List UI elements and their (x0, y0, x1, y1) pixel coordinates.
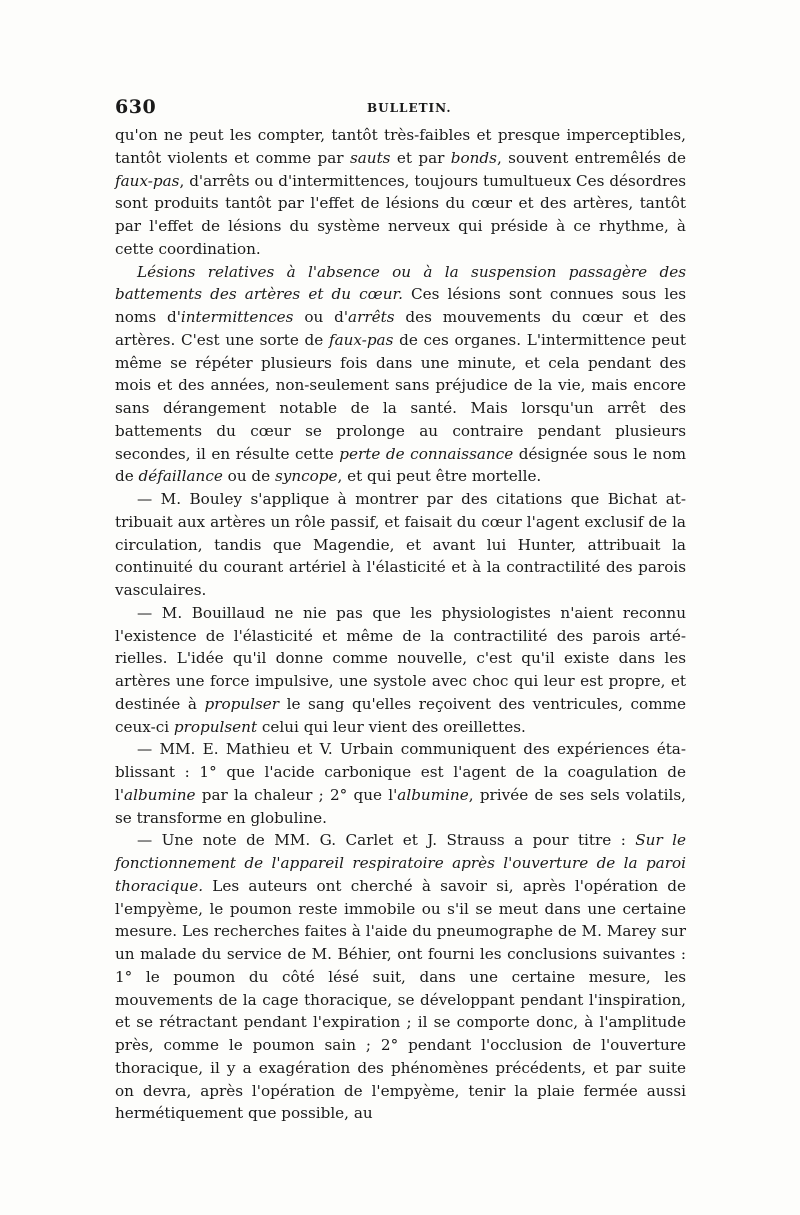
paragraph (115, 602, 686, 739)
text-run: — M. Bouillaud ne nie pas que les physiologistes n'aient reconnu l'existence de l'élasticité et même de la contractilité des parois artérielles. L'idée qu'il donne comme nouvelle, c'est qu'il existe dans les artères une force impulsive, une systole avec choc qui leur est propre, et destinée à (115, 603, 686, 713)
text-run: par la chaleur ; 2° que l' (195, 785, 398, 804)
text-run: celui qui leur vient des oreillettes. (257, 717, 526, 736)
body-text (115, 124, 686, 1125)
italic-text: faux-pas (328, 330, 394, 349)
text-run: Ces lésions sont connues sous les noms d' (115, 285, 686, 326)
italic-text: intermittences (180, 308, 294, 326)
italic-text: propulsent (173, 717, 258, 736)
text-run: qu'on ne peut les compter, tantôt très-faibles et presque imperceptibles, tantôt violents et comme par (115, 126, 686, 167)
paragraph (115, 261, 686, 489)
italic-text: arrêts (348, 308, 395, 326)
italic-text: Sur le fonctionnement de l'appareil respiratoire après l'ouverture de la paroi thoracique. (115, 831, 686, 895)
text-run: et par (390, 148, 451, 167)
text-run: , d'arrêts ou d'intermittences, toujours tumultueux Ces désordres sont produits tantôt par l'effet de lésions du cœur et des artères, tantôt par l'effet de lésions du système nerveux qui préside à ce rhythme, à cette coordination. (115, 171, 686, 258)
italic-text: propulser (204, 694, 279, 713)
text-run: ou d' (293, 308, 349, 326)
text-run: des mouvements du cœur et des artères. C'est une sorte de (115, 308, 686, 349)
text-run: le sang qu'elles reçoivent des ventricules, comme ceux-ci (115, 694, 686, 736)
italic-text: perte de connaissance (339, 444, 514, 463)
text-run: de ces organes. L'intermittence peut même se répéter plusieurs fois dans une minute, et cela pendant des mois et des années, non-seulement sans préjudice de la vie, mais encore sans dérangement notable de la santé. Mais lorsqu'un arrêt des battements du cœur se prolonge au contraire pendant plusieurs secondes, il en résulte cette (115, 330, 686, 463)
italic-text: albumine (124, 785, 196, 804)
page-header (115, 96, 683, 120)
italic-text: albumine (397, 785, 469, 804)
text-run: , souvent entremêlés de (496, 148, 686, 167)
paragraph (115, 488, 686, 602)
text-run: , et qui peut être mortelle. (337, 467, 542, 486)
italic-text: Lésions relatives à l'absence ou à la suspension passagère des battements des artères et du cœur. (115, 262, 686, 304)
italic-text: bonds (450, 148, 497, 167)
text-run: — MM. E. Mathieu et V. Urbain communiquent des expériences établissant : 1° que l'acide carbonique est l'agent de la coagulation de l' (115, 740, 686, 804)
italic-text: syncope (274, 467, 338, 486)
paragraph (115, 124, 686, 261)
page-number: 630 (115, 96, 157, 118)
italic-text: faux-pas (115, 171, 180, 190)
italic-text: sauts (349, 148, 391, 167)
text-run: ou de (222, 467, 275, 486)
paragraph (115, 738, 686, 829)
text-run: , privée de ses sels volatils, se transforme en globuline. (115, 785, 686, 827)
running-head: BULLETIN. (367, 101, 452, 115)
text-run: — Une note de MM. G. Carlet et J. Strauss a pour titre : (137, 831, 636, 850)
italic-text: défaillance (138, 467, 223, 486)
paragraph (115, 829, 686, 1125)
text-run: Les auteurs ont cherché à savoir si, après l'opération de l'empyème, le poumon reste immobile ou s'il se meut dans une certaine mesure. Les recherches faites à l'aide du pneumographe de M. Marey sur un malade du service de M. Béhier, ont fourni les conclusions suivantes : 1° le poumon du côté lésé suit, dans une certaine mesure, les mouvements de la cage thoracique, se développant pendant l'inspiration, et se rétractant pendant l'expiration ; il se comporte donc, à l'amplitude près, comme le poumon sain ; 2° pendant l'occlusion de l'ouverture thoracique, il y a exagération des phénomènes précédents, et par suite on devra, après l'opération de l'empyème, tenir la plaie fermée aussi hermétiquement que possible, au (115, 876, 686, 1123)
text-run: — M. Bouley s'applique à montrer par des citations que Bichat attribuait aux artères un rôle passif, et faisait du cœur l'agent exclusif de la circulation, tandis que Magendie, et avant lui Hunter, attribuait la continuité du courant artériel à l'élasticité et à la contractilité des parois vasculaires. (115, 490, 686, 599)
text-run: désignée sous le nom de (115, 444, 686, 486)
